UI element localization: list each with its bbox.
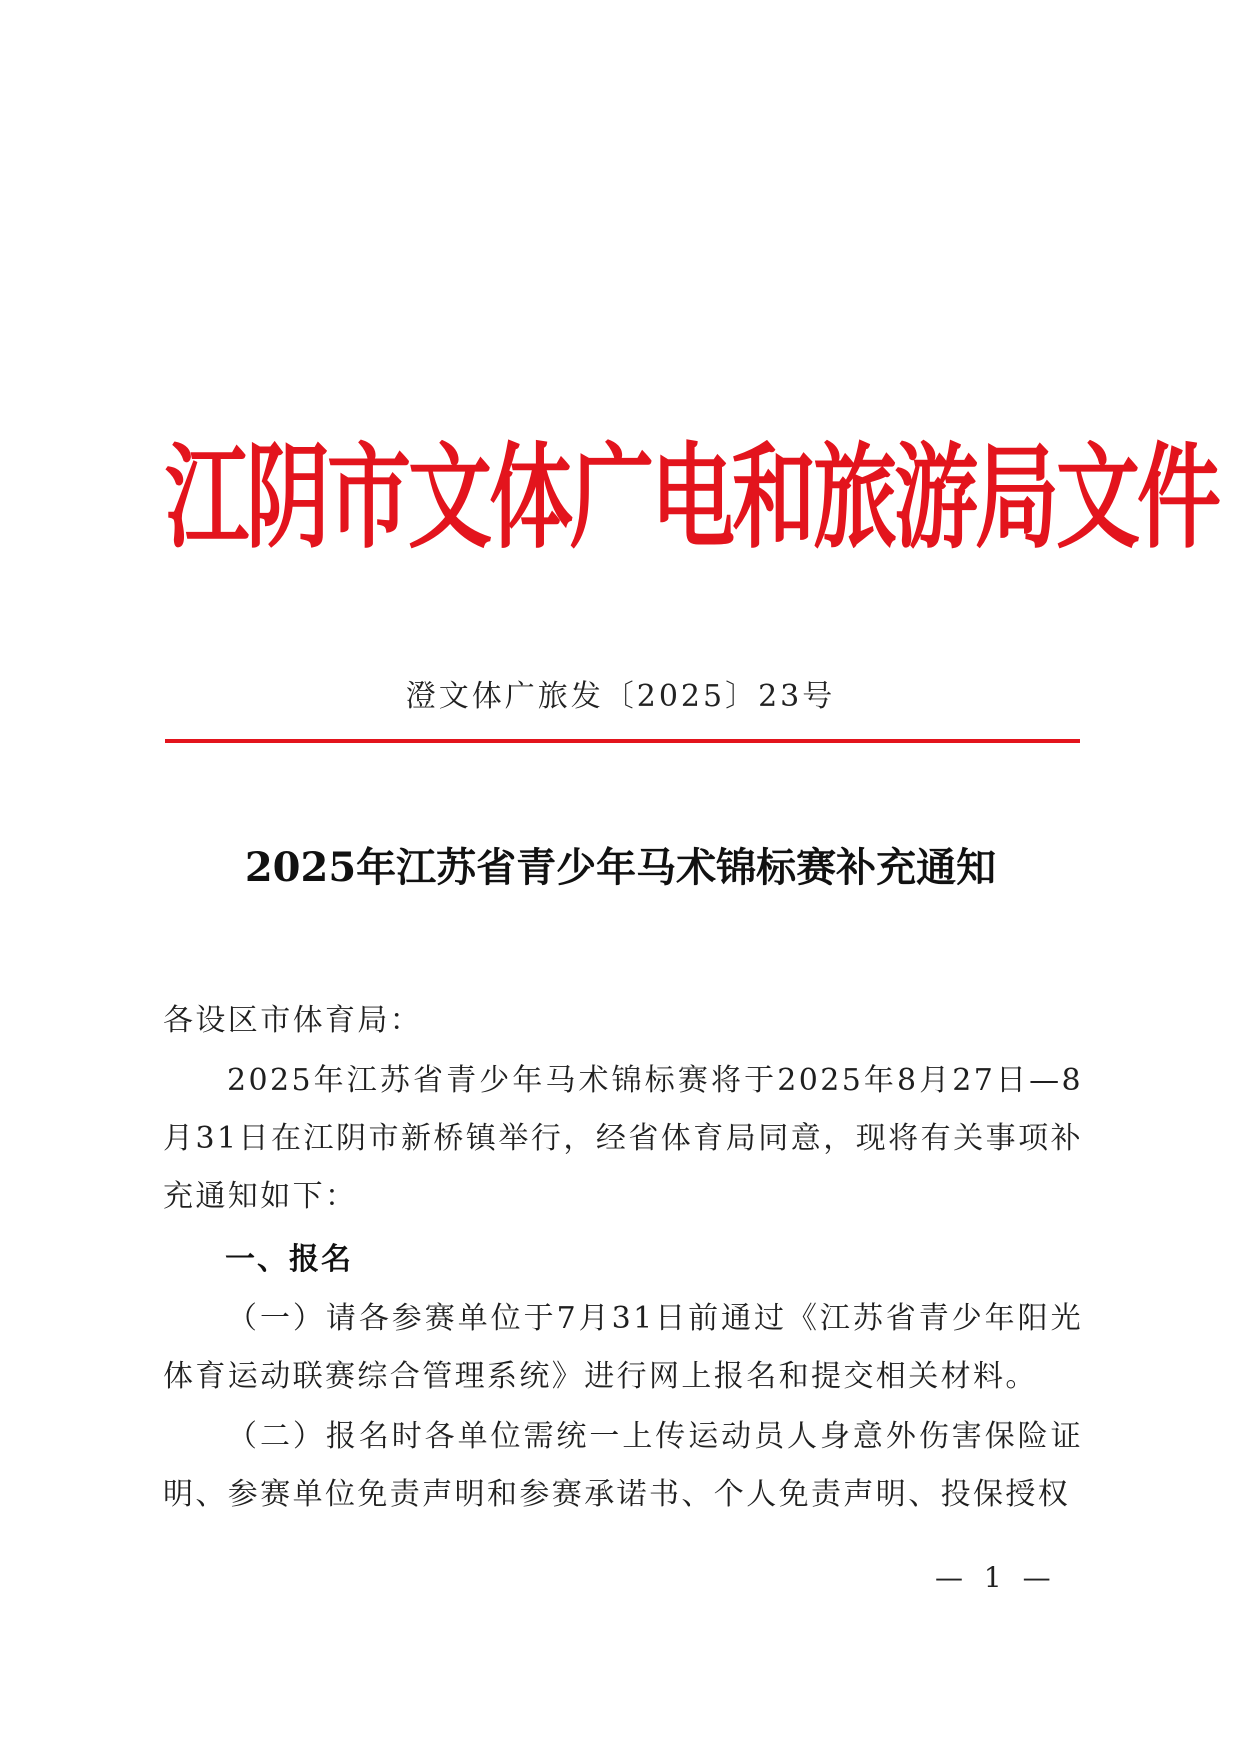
document-number: 澄文体广旅发〔2025〕23号 xyxy=(405,679,836,714)
registration-item-2: （二）报名时各单位需统一上传运动员人身意外伤害保险证明、参赛单位免责声明和参赛承诺书、个人免责声明、投保授权 xyxy=(163,1419,1083,1512)
salutation: 各设区市体育局： xyxy=(163,1003,423,1038)
registration-item-1: （一）请各参赛单位于7月31日前通过《江苏省青少年阳光体育运动联赛综合管理系统》进行网上报名和提交相关材料。 xyxy=(163,1301,1083,1394)
document-title: 2025年江苏省青少年马术锦标赛补充通知 xyxy=(244,844,997,891)
page-number: — 1 — xyxy=(935,1561,1057,1594)
red-divider-rule xyxy=(165,739,1080,743)
issuer-masthead: 江阴市文体广电和旅游局文件 xyxy=(165,431,1219,564)
intro-paragraph: 2025年江苏省青少年马术锦标赛将于2025年8月27日—8月31日在江阴市新桥镇举行，经省体育局同意，现将有关事项补充通知如下： xyxy=(163,1063,1083,1214)
section-heading-registration: 一、报名 xyxy=(225,1242,353,1277)
